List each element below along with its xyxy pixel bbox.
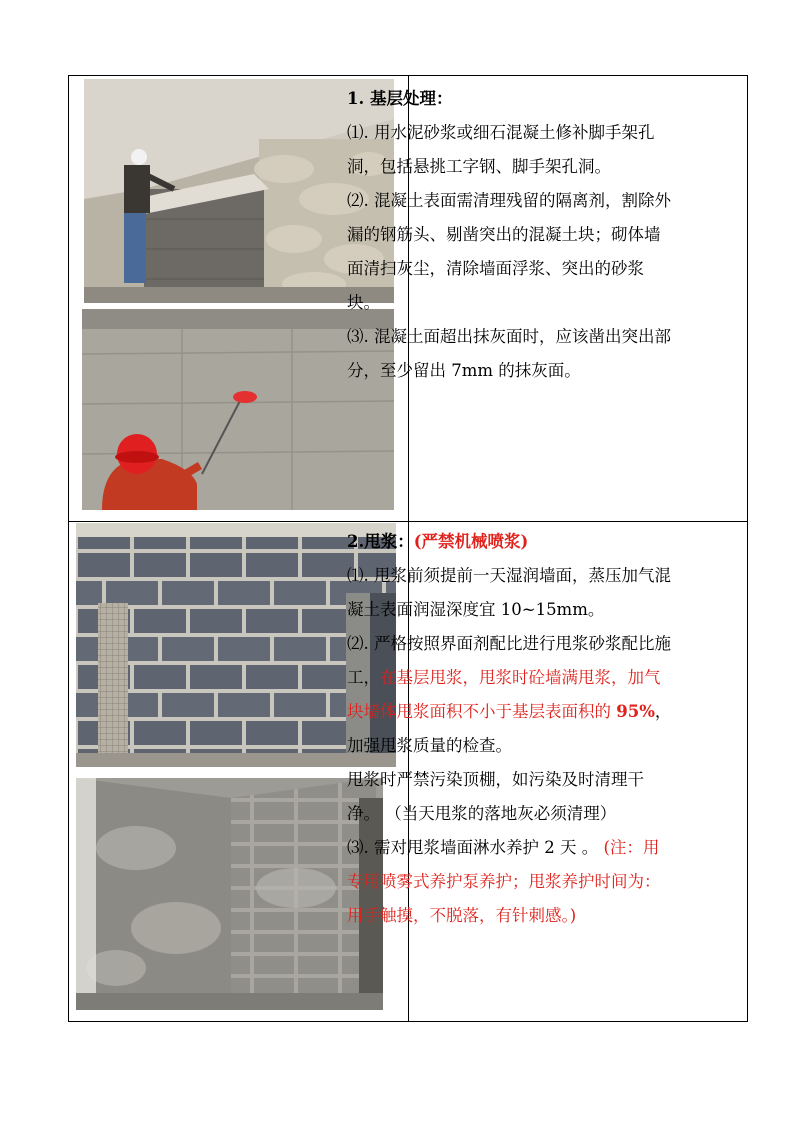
section2-item3 — [347, 831, 673, 933]
section2-item2-text: ⑵. 严格按照界面剂配比进行甩浆砂浆配比施工， — [347, 634, 671, 687]
section2-item1: ⑴. 甩浆前须提前一天湿润墙面，蒸压加气混凝土表面润湿深度宜 10~15mm。 — [347, 566, 671, 619]
section2-title-note: (严禁机械喷浆) — [413, 532, 529, 551]
section2-item2 — [347, 627, 673, 763]
section2-item2-tail: ，加强甩浆质量的检查。 — [347, 702, 672, 755]
section1-item1: ⑴. 用水泥砂浆或细石混凝土修补脚手架孔洞，包括悬挑工字钢、脚手架孔洞。 — [347, 123, 655, 176]
section2-title-line — [347, 525, 673, 559]
section1-text — [347, 82, 673, 388]
section2-item3-note: (注：用专用喷雾式养护泵养护；甩浆养护时间为：用手触摸，不脱落，有针刺感。) — [347, 838, 661, 925]
section2-text — [347, 525, 673, 933]
section1-title: 1. 基层处理： — [347, 89, 453, 108]
section1-item2: ⑵. 混凝土表面需清理残留的隔离剂，割除外漏的钢筋头、剔凿突出的混凝土块；砌体墙面清扫灰尘，清除墙面浮浆、突出的砂浆块。 — [347, 191, 671, 312]
section2-title: 2.甩浆： — [347, 532, 414, 551]
section2-item3-text: ⑶. 需对甩浆墙面淋水养护 2 天 。 — [347, 838, 599, 857]
section1-item3: ⑶. 混凝土面超出抹灰面时，应该凿出突出部分，至少留出 7mm 的抹灰面。 — [347, 327, 671, 380]
row-divider — [69, 521, 747, 522]
photo-slurry-wall — [76, 778, 383, 1010]
section2-item2-percent: 95% — [616, 702, 655, 721]
section2-item2-note: 甩浆时严禁污染顶棚，如污染及时清理干净。 （当天甩浆的落地灰必须清理） — [347, 770, 644, 823]
section2-item2-highlight: 在基层甩浆，甩浆时砼墙满甩浆，加气块墙体甩浆面积不小于基层表面积的 — [347, 668, 661, 721]
